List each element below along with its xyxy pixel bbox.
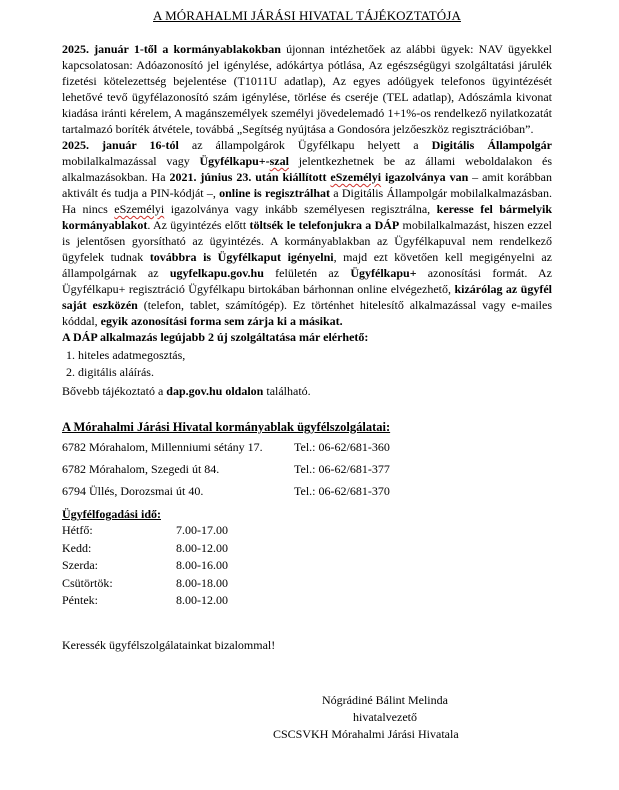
hours-day: Szerda: (62, 558, 98, 572)
date-emphasis: 2025. január 1-től a kormányablakokban (62, 42, 281, 56)
emphasis: igazolványa van (381, 170, 469, 184)
office-list (62, 439, 552, 499)
paragraph-text: jelentkezhetnek be az állami weboldalakon és alkalmazásokban. Ha (62, 154, 552, 184)
paragraph-2025-january-1 (62, 41, 552, 137)
emphasis: Ügyfélkapu+ (350, 266, 417, 280)
office-row (62, 461, 552, 477)
closing-line: Keressék ügyfélszolgálatainkat bizalommal! (62, 637, 276, 652)
hours-day: Hétfő: (62, 523, 93, 537)
paragraph-2025-january-16 (62, 137, 552, 329)
office-phone: Tel.: 06-62/681-377 (294, 462, 390, 476)
dap-heading-text: A DÁP alkalmazás legújabb 2 új szolgáltatása már elérhető: (62, 330, 369, 344)
document-page (62, 8, 552, 653)
emphasis: töltsék le telefonjukra a DÁP (249, 218, 400, 232)
paragraph-text: felületén az (263, 266, 351, 280)
signatory-organization: CSCSVKH Mórahalmi Járási Hivatala (273, 727, 459, 741)
hours-time: 8.00-18.00 (176, 575, 228, 590)
emphasis: kizárólag az ügyfél saját eszközén (62, 282, 553, 312)
emphasis: egyik azonosítási forma sem zárja ki a másikat. (100, 314, 343, 328)
office-address: 6794 Üllés, Dorozsmai út 40. (62, 484, 204, 498)
dap-service-list (62, 347, 552, 381)
emphasis: online is regisztrálhat (219, 186, 331, 200)
hours-day: Csütörtök: (62, 575, 113, 590)
office-address: 6782 Mórahalom, Millenniumi sétány 17. (62, 440, 263, 454)
paragraph-text: azonosítási formát. Az Ügyfélkapu+ regisztráció Ügyfélkapu birtokában bárhonnan online elvégezhető, (62, 266, 552, 296)
paragraph-text: újonnan intézhetőek az alábbi ügyek: NAV ügyekkel kapcsolatosan: Adóazonosító jel igénylése, adókártya pótlása, Az egészségügyi szolgáltatási járulék fizetési kötelezettség bejelentése (T1011U adatlap), Az egyes adóügyek telefonos ügyintézését lehetővé tevő ügyfélazonosító szám igénylése, törlése és cseréje (TEL adatlap), Adószámla kivonat kiadása iránti kérelem, A magánszemélyek személyi jövedelemadó 1+1%-os rendelkező nyilatkozatát tartalmazó boríték átvétele, továbbá „Segítség nyújtása a Gondosóra jelzőeszköz regisztrációban”. (62, 42, 552, 136)
office-address: 6782 Mórahalom, Szegedi út 84. (62, 462, 220, 476)
hours-time: 7.00-17.00 (176, 523, 228, 537)
date-emphasis: 2025. január 16-tól (62, 138, 179, 152)
paragraph-text: mobilalkalmazással vagy (62, 154, 200, 168)
more-text: Bővebb tájékoztató a (62, 384, 167, 398)
office-phone: Tel.: 06-62/681-370 (294, 484, 390, 498)
emphasis: Digitális Állampolgár (431, 138, 552, 152)
list-item: 1. hiteles adatmegosztás, (66, 348, 186, 362)
list-item: 2. digitális aláírás. (66, 365, 154, 379)
paragraph-text: igazolványa vagy inkább személyesen regisztrálna, (164, 202, 437, 216)
signature-block (270, 692, 500, 743)
emphasis: 2021. június 23. után kiállított (169, 170, 331, 184)
spellcheck-word: szal (269, 154, 289, 168)
dap-link-text: dap.gov.hu oldalon (166, 384, 264, 398)
signatory-name: Nógrádiné Bálint Melinda (322, 693, 448, 707)
hours-heading: Ügyfélfogadási idő: (62, 507, 161, 521)
signatory-role: hivatalvezető (353, 710, 417, 724)
hours-day: Kedd: (62, 540, 92, 555)
office-row (62, 439, 552, 455)
office-heading: A Mórahalmi Járási Hivatal kormányablak ügyfélszolgálatai: (62, 420, 391, 434)
spellcheck-word: eSzemélyi (114, 202, 165, 216)
hours-row (62, 575, 552, 593)
emphasis: keresse fel bármelyik kormányablakot (62, 202, 552, 232)
emphasis: továbbra is Ügyfélkaput igényelni (149, 250, 334, 264)
hours-row (62, 540, 552, 558)
hours-time: 8.00-16.00 (176, 558, 228, 572)
paragraph-text: , majd ezt követően kell megigényelni az állampolgárnak az (62, 250, 552, 280)
hours-time: 8.00-12.00 (176, 540, 228, 555)
paragraph-text: . Az ügyintézés előtt (147, 218, 250, 232)
hours-row (62, 592, 552, 610)
hours-day: Péntek: (62, 593, 98, 607)
office-phone: Tel.: 06-62/681-360 (294, 440, 390, 454)
document-title: A MÓRAHALMI JÁRÁSI HIVATAL TÁJÉKOZTATÓJA (153, 8, 461, 23)
paragraph-text: az állampolgárok Ügyfélkapu helyett a (178, 138, 432, 152)
hours-time: 8.00-12.00 (176, 593, 228, 607)
hours-row (62, 557, 552, 575)
dap-heading (62, 329, 552, 345)
more-info-line (62, 383, 552, 399)
paragraph-text: a Digitális Állampolgár mobilalkalmazásban. Ha nincs (62, 186, 552, 216)
paragraph-text: mobilalkalmazást, hiszen ezzel is jelentősen gyorsítható az ügyintézés. A kormányablakban az Ügyfélkapuval nem rendelkező ügyfelek tudnak (62, 218, 553, 264)
more-text: található. (263, 384, 311, 398)
emphasis: ugyfelkapu.gov.hu (169, 266, 264, 280)
emphasis: Ügyfélkapu+- (199, 154, 270, 168)
paragraph-text: (telefon, tablet, számítógép). Ez történhet hitelesítő alkalmazással vagy e-mailes kóddal, (62, 298, 552, 328)
spellcheck-word: eSzemélyi (330, 170, 382, 184)
office-row (62, 483, 552, 499)
hours-table (62, 522, 552, 610)
hours-row (62, 522, 552, 540)
paragraph-text: – amit korábban aktivált és tudja a PIN-kódját –, (62, 170, 552, 200)
